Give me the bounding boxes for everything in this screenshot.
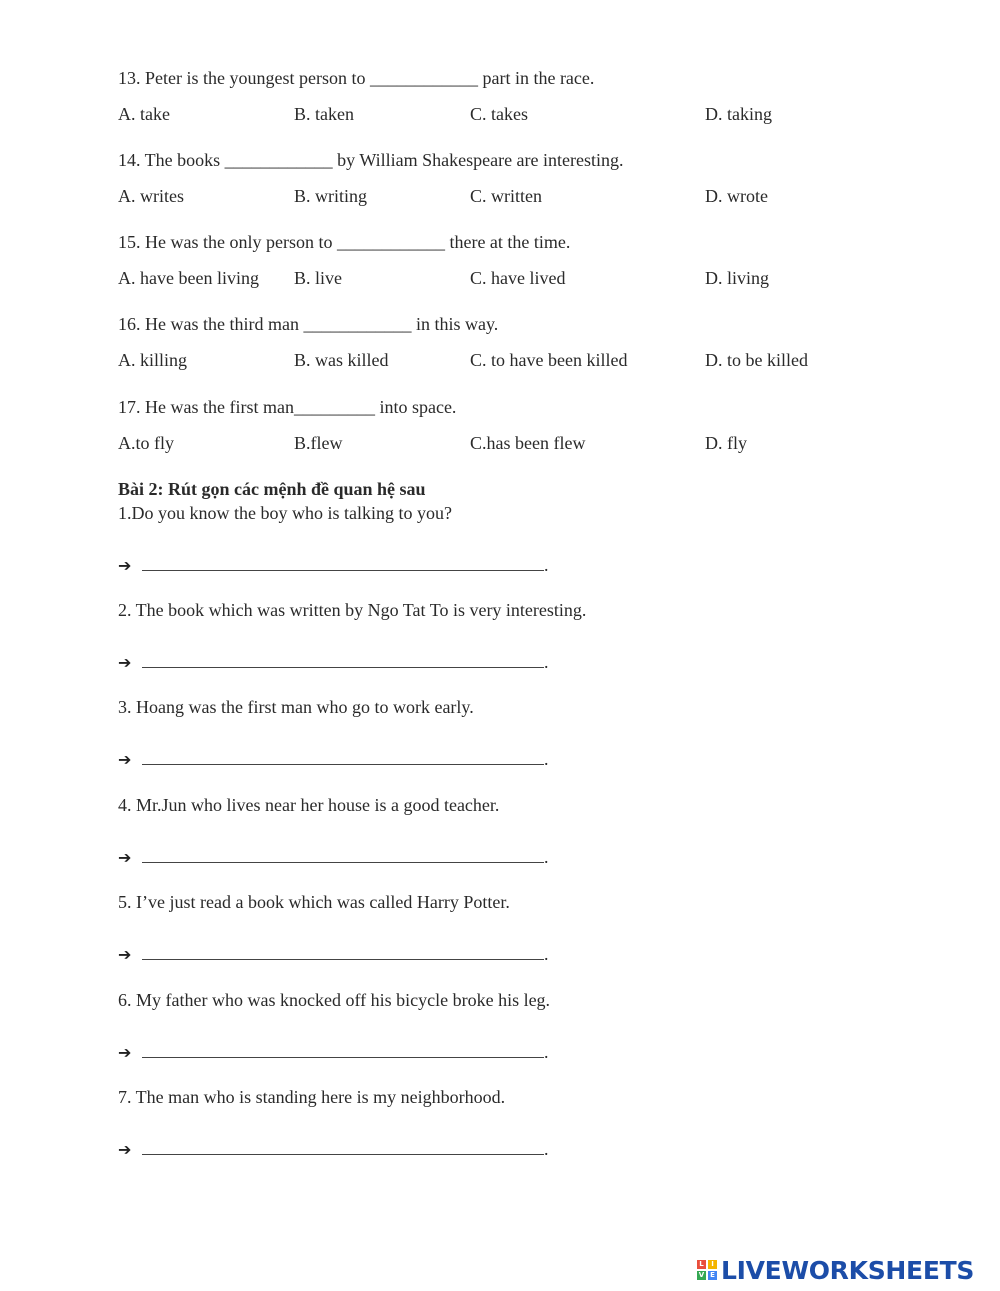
arrow-icon: ➔ (118, 1043, 132, 1062)
answer-blank-6[interactable] (142, 1039, 544, 1058)
option-d: D. to be killed (705, 350, 808, 370)
logo-mark-icon (697, 1260, 717, 1280)
arrow-icon: ➔ (118, 750, 132, 769)
answer-blank-4[interactable] (142, 844, 544, 863)
option-d: D. taking (705, 104, 772, 124)
end-mark: . (544, 847, 549, 867)
answer-row-4 (118, 844, 549, 868)
option-d: D. fly (705, 433, 747, 453)
end-mark: . (544, 944, 549, 964)
liveworksheets-logo[interactable] (697, 1253, 974, 1287)
logo-letter-l: L (697, 1260, 706, 1269)
logo-letter-i: I (708, 1260, 717, 1269)
options-17 (118, 433, 918, 457)
sentence-7: 7. The man who is standing here is my neighborhood. (118, 1087, 506, 1107)
sentence-3: 3. Hoang was the first man who go to work early. (118, 697, 474, 717)
option-c: C. takes (470, 104, 528, 124)
options-16 (118, 350, 918, 374)
option-c: C. to have been killed (470, 350, 628, 370)
sentence-5: 5. I’ve just read a book which was called Harry Potter. (118, 892, 510, 912)
end-mark: . (544, 749, 549, 769)
logo-letter-v: V (698, 1271, 705, 1279)
option-b: B.flew (294, 433, 343, 453)
answer-row-6 (118, 1039, 549, 1063)
question-13: 13. Peter is the youngest person to ____________ part in the race. (118, 68, 595, 88)
answer-blank-2[interactable] (142, 649, 544, 668)
answer-blank-7[interactable] (142, 1136, 544, 1155)
question-16: 16. He was the third man ____________ in this way. (118, 314, 499, 334)
arrow-icon: ➔ (118, 945, 132, 964)
options-13 (118, 104, 918, 128)
option-c: C. have lived (470, 268, 566, 288)
question-14: 14. The books ____________ by William Shakespeare are interesting. (118, 150, 624, 170)
answer-row-3 (118, 746, 549, 770)
sentence-4: 4. Mr.Jun who lives near her house is a good teacher. (118, 795, 500, 815)
arrow-icon: ➔ (118, 848, 132, 867)
option-d: D. wrote (705, 186, 768, 206)
end-mark: . (544, 555, 549, 575)
question-15: 15. He was the only person to ____________ there at the time. (118, 232, 571, 252)
sentence-2: 2. The book which was written by Ngo Tat To is very interesting. (118, 600, 587, 620)
option-b: B. live (294, 268, 342, 288)
option-b: B. taken (294, 104, 354, 124)
option-d: D. living (705, 268, 770, 288)
answer-row-5 (118, 941, 549, 965)
answer-row-2 (118, 649, 549, 673)
answer-row-1 (118, 552, 549, 576)
option-a: A. killing (118, 350, 188, 370)
answer-row-7 (118, 1136, 549, 1160)
options-14 (118, 186, 918, 210)
answer-blank-5[interactable] (142, 941, 544, 960)
end-mark: . (544, 1042, 549, 1062)
option-b: B. writing (294, 186, 368, 206)
answer-blank-1[interactable] (142, 552, 544, 571)
option-b: B. was killed (294, 350, 389, 370)
arrow-icon: ➔ (118, 556, 132, 575)
options-15 (118, 268, 918, 292)
end-mark: . (544, 652, 549, 672)
sentence-1: 1.Do you know the boy who is talking to you? (118, 503, 452, 523)
sentence-6: 6. My father who was knocked off his bicycle broke his leg. (118, 990, 551, 1010)
logo-letter-e: E (708, 1271, 717, 1280)
option-c: C. written (470, 186, 542, 206)
option-a: A. writes (118, 186, 184, 206)
option-a: A.to fly (118, 433, 174, 453)
answer-blank-3[interactable] (142, 746, 544, 765)
logo-text: LIVEWORKSHEETS (721, 1255, 975, 1285)
section-heading: Bài 2: Rút gọn các mệnh đề quan hệ sau (118, 479, 426, 499)
question-17: 17. He was the first man_________ into space. (118, 397, 457, 417)
option-c: C.has been flew (470, 433, 586, 453)
arrow-icon: ➔ (118, 653, 132, 672)
option-a: A. take (118, 104, 170, 124)
arrow-icon: ➔ (118, 1140, 132, 1159)
end-mark: . (544, 1139, 549, 1159)
option-a: A. have been living (118, 268, 259, 288)
